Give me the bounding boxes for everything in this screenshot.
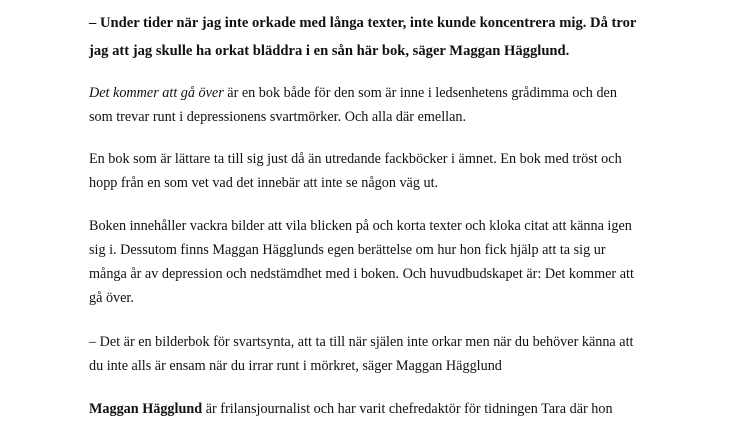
paragraph-contents-line-2: sig i. Dessutom finns Maggan Hägglunds egen berättelse om hur hon fick hjälp att ta sig ur xyxy=(89,242,606,258)
lead-quote-line-2: jag att jag skulle ha orkat bläddra i en sån här bok, säger Maggan Hägglund. xyxy=(89,43,570,59)
paragraph-book-intro-line-1-rest: är en bok både för den som är inne i ledsenhetens grådimma och den xyxy=(223,85,617,101)
paragraph-quote xyxy=(89,330,689,378)
lead-quote xyxy=(89,0,689,65)
paragraph-contents-line-1: Boken innehåller vackra bilder att vila blicken på och korta texter och kloka citat att känna igen xyxy=(89,218,632,234)
paragraph-contents-text xyxy=(89,214,689,310)
paragraph-comfort-line-1: En bok som är lättare ta till sig just då än utredande fackböcker i ämnet. En bok med tröst och xyxy=(89,151,622,167)
paragraph-author-bio xyxy=(89,397,689,421)
paragraph-author-bio-text xyxy=(89,397,689,421)
paragraph-book-intro-line-1 xyxy=(89,81,689,105)
paragraph-comfort-line-2: hopp från en som vet vad det innebär att inte se någon väg ut. xyxy=(89,175,439,191)
paragraph-quote-line-1: – Det är en bilderbok för svartsynta, att ta till när själen inte orkar men när du behöver känna att xyxy=(89,334,634,350)
paragraph-quote-line-2: du inte alls är ensam när du irrar runt i mörkret, säger Maggan Hägglund xyxy=(89,358,502,374)
paragraph-author-bio-line-1 xyxy=(89,397,689,421)
paragraph-contents-line-4: gå över. xyxy=(89,290,134,306)
paragraph-comfort xyxy=(89,147,689,195)
paragraph-comfort-text xyxy=(89,147,689,195)
lead-quote-text xyxy=(89,9,689,65)
paragraph-book-intro-text xyxy=(89,81,689,129)
paragraph-contents-line-3: många år av depression och nedstämdhet med i boken. Och huvudbudskapet är: Det kommer att xyxy=(89,266,634,282)
author-name: Maggan Hägglund xyxy=(89,401,203,417)
book-title: Det kommer att gå över xyxy=(89,85,224,101)
paragraph-book-intro xyxy=(89,81,689,129)
paragraph-book-intro-line-2: som trevar runt i depressionens svartmörker. Och alla där emellan. xyxy=(89,109,467,125)
paragraph-author-bio-line-1-rest: är frilansjournalist och har varit chefredaktör för tidningen Tara där hon xyxy=(202,401,613,417)
paragraph-quote-text xyxy=(89,330,689,378)
lead-quote-line-1: – Under tider när jag inte orkade med långa texter, inte kunde koncentrera mig. Då tror xyxy=(89,15,637,31)
paragraph-contents xyxy=(89,214,689,310)
